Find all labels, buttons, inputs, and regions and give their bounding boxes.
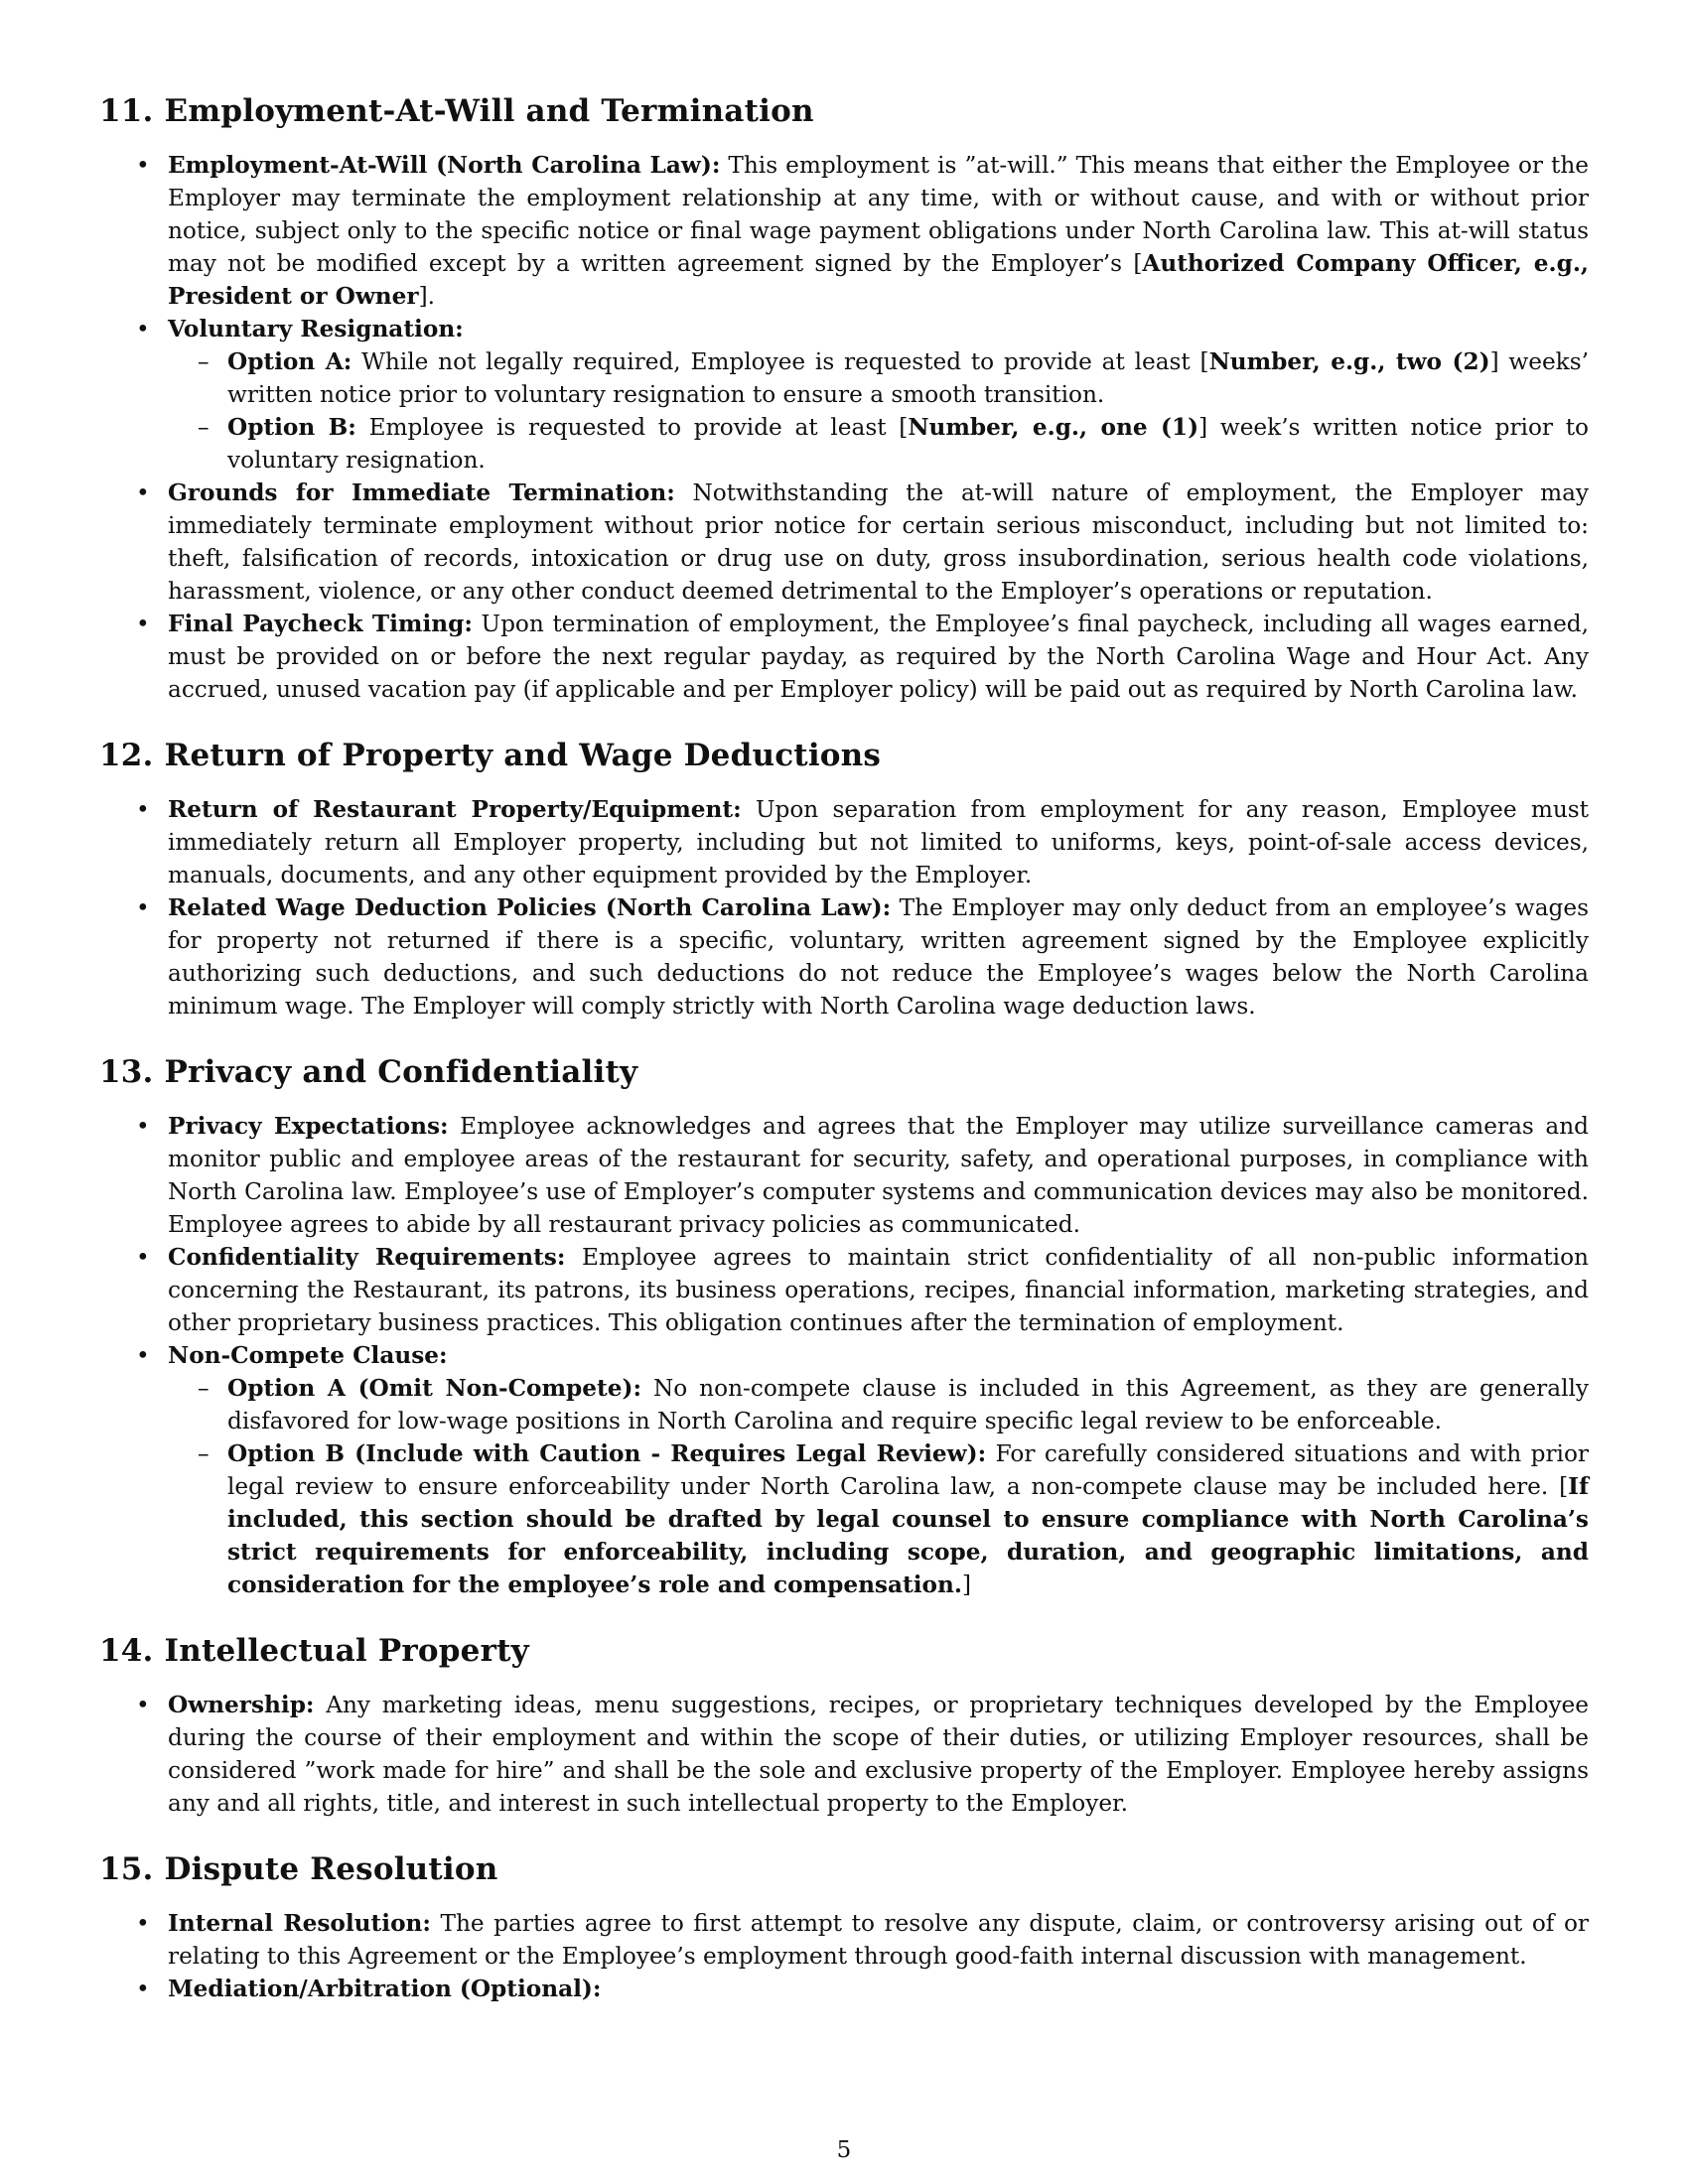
sub-list-item bbox=[168, 1372, 1589, 1437]
item-text-after: ] week’s written notice prior to voluntary resignation. bbox=[227, 414, 1589, 474]
item-label: Option B (Include with Caution - Requires Legal Review): bbox=[227, 1440, 987, 1467]
bullet-list bbox=[99, 793, 1589, 1023]
section-heading: 12. Return of Property and Wage Deductions bbox=[99, 738, 882, 773]
item-label: Voluntary Resignation: bbox=[168, 316, 464, 342]
item-label: Confidentiality Requirements: bbox=[168, 1244, 566, 1271]
item-text: Upon separation from employment for any reason, Employee must immediately return all Employer property, including but not limited to uniforms, keys, point-of-sale access devices, manuals, documents, and any other equipment provided by the Employer. bbox=[168, 796, 1589, 888]
section-heading: 11. Employment-At-Will and Termination bbox=[99, 93, 814, 129]
bullet-list bbox=[99, 1110, 1589, 1601]
placeholder-text: If included, this section should be drafted by legal counsel to ensure compliance with North Carolina’s strict requirements for enforceability, including scope, duration, and geographic limitations, and consideration for the employee’s role and compensation. bbox=[227, 1473, 1589, 1598]
list-item bbox=[99, 608, 1589, 706]
list-item bbox=[99, 793, 1589, 891]
placeholder-text: Number, e.g., two (2) bbox=[1208, 348, 1490, 375]
item-label: Option A: bbox=[227, 348, 352, 375]
item-label: Ownership: bbox=[168, 1692, 315, 1718]
item-label: Privacy Expectations: bbox=[168, 1113, 449, 1140]
item-text-after: ] weeks’ written notice prior to voluntary resignation to ensure a smooth transition. bbox=[227, 348, 1589, 408]
item-label: Grounds for Immediate Termination: bbox=[168, 479, 675, 506]
item-text: Notwithstanding the at-will nature of employment, the Employer may immediately terminate employment without prior notice for certain serious misconduct, including but not limited to: theft, falsification of records, intoxication or drug use on duty, gross insubordination, serious health code violations, harassment, violence, or any other conduct deemed detrimental to the Employer’s operations or reputation. bbox=[168, 479, 1590, 605]
section-15 bbox=[99, 1849, 1589, 2005]
item-text: The parties agree to first attempt to resolve any dispute, claim, or controversy arising out of or relating to this Agreement or the Employee’s employment through good-faith internal discussion with management. bbox=[168, 1910, 1589, 1970]
item-text: This employment is ”at-will.” This means that either the Employee or the Employer may terminate the employment relationship at any time, with or without cause, and with or without prior notice, subject only to the specific notice or final wage payment obligations under North Carolina law. This at-will status may not be modified except by a written agreement signed by the Employer’s [ bbox=[168, 152, 1589, 277]
section-11 bbox=[99, 91, 1589, 706]
sub-list-item bbox=[168, 411, 1589, 477]
bullet-list bbox=[99, 1907, 1589, 2005]
list-item bbox=[99, 891, 1589, 1023]
bullet-list bbox=[99, 149, 1589, 706]
item-label: Option A (Omit Non-Compete): bbox=[227, 1375, 642, 1402]
item-label: Return of Restaurant Property/Equipment: bbox=[168, 796, 742, 823]
sub-list bbox=[168, 1372, 1589, 1601]
item-label: Internal Resolution: bbox=[168, 1910, 431, 1937]
item-text: For carefully considered situations and with prior legal review to ensure enforceability under North Carolina law, a non-compete clause may be included here. [ bbox=[227, 1440, 1589, 1500]
section-14 bbox=[99, 1631, 1589, 1820]
item-text: Employee is requested to provide at least [ bbox=[355, 414, 909, 441]
list-item bbox=[99, 1907, 1589, 1973]
item-label: Option B: bbox=[227, 414, 356, 441]
section-heading: 15. Dispute Resolution bbox=[99, 1851, 498, 1887]
item-label: Employment-At-Will (North Carolina Law): bbox=[168, 152, 721, 179]
sub-list-item bbox=[168, 345, 1589, 411]
bullet-list bbox=[99, 1689, 1589, 1820]
item-text: Upon termination of employment, the Employee’s final paycheck, including all wages earned, must be provided on or before the next regular payday, as required by the North Carolina Wage and Hour Act. Any accrued, unused vacation pay (if applicable and per Employer policy) will be paid out as required by North Carolina law. bbox=[168, 611, 1590, 703]
item-label: Non-Compete Clause: bbox=[168, 1342, 448, 1369]
section-12 bbox=[99, 736, 1589, 1023]
item-text: No non-compete clause is included in this Agreement, as they are generally disfavored for low-wage positions in North Carolina and require specific legal review to be enforceable. bbox=[227, 1375, 1589, 1434]
list-item bbox=[99, 313, 1589, 477]
section-13 bbox=[99, 1052, 1589, 1601]
list-item bbox=[99, 1689, 1589, 1820]
list-item bbox=[99, 1241, 1589, 1339]
placeholder-text: Authorized Company Officer, e.g., President or Owner bbox=[168, 250, 1589, 310]
placeholder-text: Number, e.g., one (1) bbox=[908, 414, 1199, 441]
sub-list-item bbox=[168, 1437, 1589, 1601]
item-label: Final Paycheck Timing: bbox=[168, 611, 473, 637]
list-item bbox=[99, 477, 1589, 608]
item-text: Employee acknowledges and agrees that the Employer may utilize surveillance cameras and monitor public and employee areas of the restaurant for security, safety, and operational purposes, in compliance with North Carolina law. Employee’s use of Employer’s computer systems and communication devices may also be monitored. Employee agrees to abide by all restaurant privacy policies as communicated. bbox=[168, 1113, 1589, 1238]
section-heading: 13. Privacy and Confidentiality bbox=[99, 1054, 638, 1090]
item-text-after: ] bbox=[961, 1571, 971, 1598]
item-text: Any marketing ideas, menu suggestions, recipes, or proprietary techniques developed by the Employee during the course of their employment and within the scope of their duties, or utilizing Employer resources, shall be considered ”work made for hire” and shall be the sole and exclusive property of the Employer. Employee hereby assigns any and all rights, title, and interest in such intellectual property to the Employer. bbox=[168, 1692, 1589, 1817]
sub-list bbox=[168, 345, 1589, 477]
section-heading: 14. Intellectual Property bbox=[99, 1633, 529, 1669]
list-item bbox=[99, 1973, 1589, 2005]
list-item bbox=[99, 149, 1589, 313]
document-page bbox=[99, 91, 1589, 2035]
item-text: While not legally required, Employee is requested to provide at least [ bbox=[352, 348, 1209, 375]
item-text-after: ]. bbox=[418, 283, 436, 310]
list-item bbox=[99, 1110, 1589, 1241]
item-label: Mediation/Arbitration (Optional): bbox=[168, 1976, 602, 2002]
page-number: 5 bbox=[836, 2137, 852, 2163]
item-label: Related Wage Deduction Policies (North Carolina Law): bbox=[168, 894, 892, 921]
item-text: The Employer may only deduct from an employee’s wages for property not returned if there is a specific, voluntary, written agreement signed by the Employee explicitly authorizing such deductions, and such deductions do not reduce the Employee’s wages below the North Carolina minimum wage. The Employer will comply strictly with North Carolina wage deduction laws. bbox=[168, 894, 1589, 1020]
list-item bbox=[99, 1339, 1589, 1601]
item-text: Employee agrees to maintain strict confidentiality of all non-public information concerning the Restaurant, its patrons, its business operations, recipes, financial information, marketing strategies, and other proprietary business practices. This obligation continues after the termination of employment. bbox=[168, 1244, 1589, 1336]
